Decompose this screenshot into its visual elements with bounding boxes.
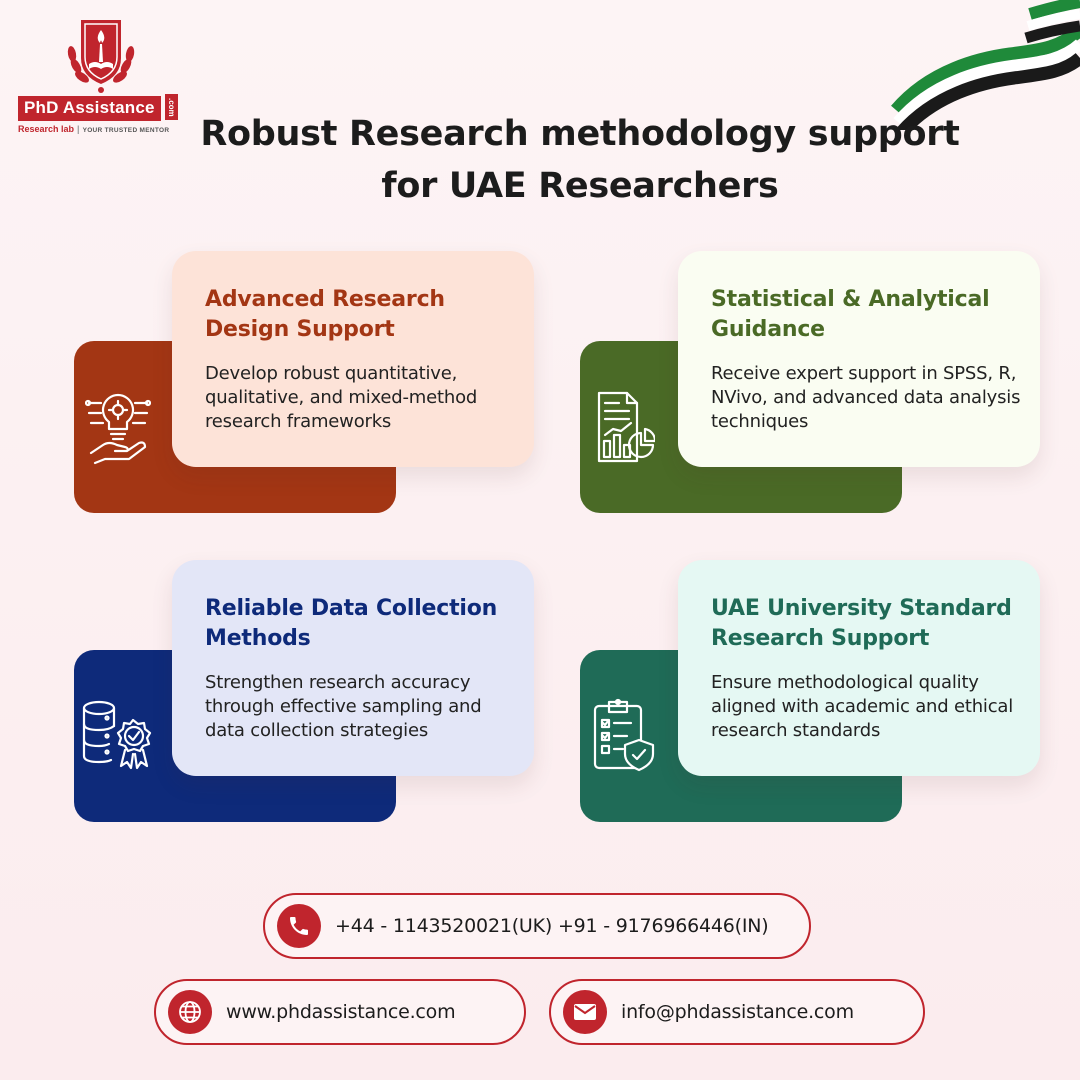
card-panel [172, 251, 534, 467]
brand-name: PhD Assistance [18, 96, 161, 121]
phone-icon [287, 914, 311, 938]
card-heading: Reliable Data Collection Methods [205, 596, 498, 651]
service-card-university-standards [580, 560, 1046, 825]
card-panel [678, 251, 1040, 467]
tagline-separator: | [77, 124, 80, 134]
service-card-data-collection [74, 560, 540, 825]
globe-icon [177, 999, 203, 1025]
research-lab-label: Research lab [18, 124, 75, 134]
brand-tagline [18, 124, 169, 134]
crest-emblem-icon [64, 14, 138, 96]
email-link[interactable]: info@phdassistance.com [621, 1001, 854, 1023]
card-description: Ensure methodological quality aligned with academic and ethical research standards [711, 672, 1014, 741]
phone-numbers[interactable]: +44 - 1143520021(UK) +91 - 9176966446(IN) [335, 915, 769, 937]
phone-contact[interactable] [263, 893, 811, 959]
lightbulb-hand-icon [85, 389, 151, 465]
service-card-research-design [74, 251, 540, 516]
card-heading: Statistical & Analytical Guidance [711, 287, 990, 342]
card-panel [678, 560, 1040, 776]
brand-logo[interactable] [14, 14, 184, 134]
card-heading: UAE University Standard Research Support [711, 596, 1012, 651]
clipboard-shield-icon [591, 698, 657, 774]
analytics-report-icon [593, 389, 655, 465]
card-description: Receive expert support in SPSS, R, NVivo, and advanced data analysis techniques [711, 363, 1021, 432]
website-link[interactable]: www.phdassistance.com [226, 1001, 456, 1023]
card-heading: Advanced Research Design Support [205, 287, 445, 342]
mentor-label: YOUR TRUSTED MENTOR [82, 127, 170, 134]
service-card-statistical-guidance [580, 251, 1046, 516]
card-description: Develop robust quantitative, qualitative, and mixed-method research frameworks [205, 363, 478, 432]
card-panel [172, 560, 534, 776]
database-badge-icon [81, 698, 155, 774]
mail-icon [572, 1001, 598, 1023]
email-contact[interactable] [549, 979, 925, 1045]
page-title: Robust Research methodology support for UAE Researchers [200, 114, 960, 206]
brand-domain-suffix: .com [165, 94, 178, 120]
card-description: Strengthen research accuracy through effective sampling and data collection strategies [205, 672, 482, 741]
website-contact[interactable] [154, 979, 526, 1045]
